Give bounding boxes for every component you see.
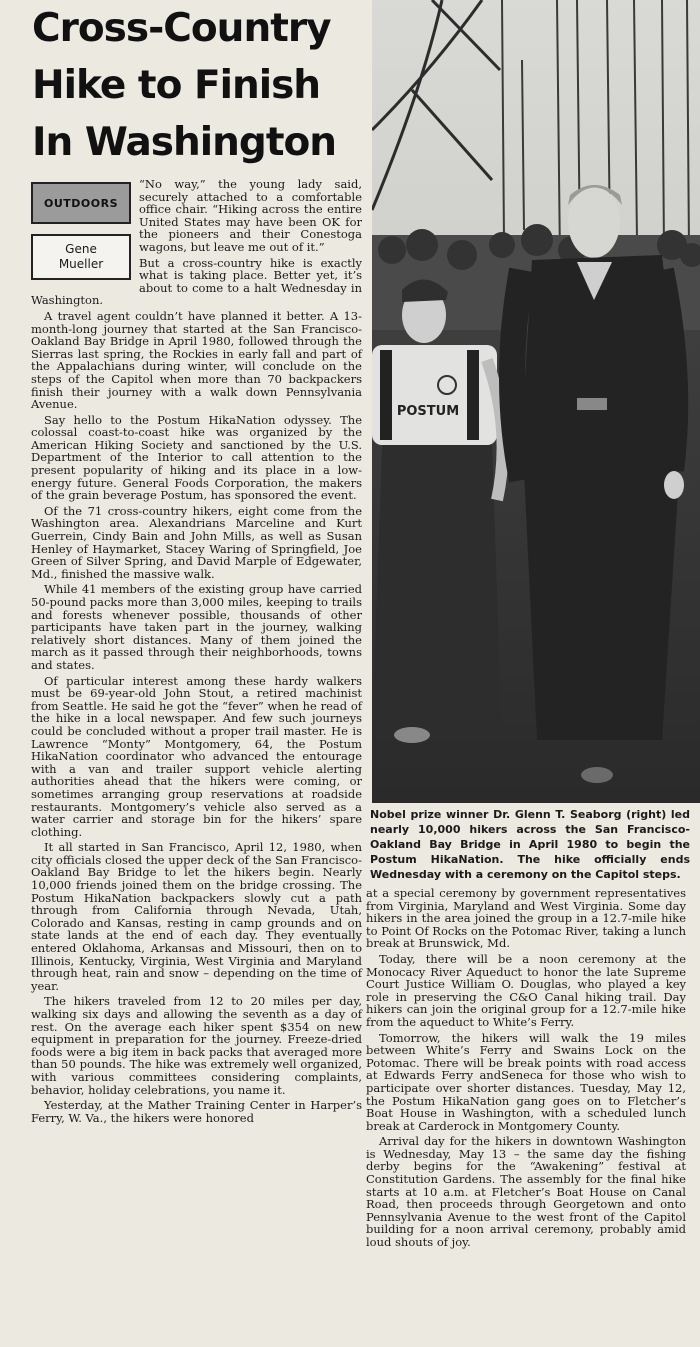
paragraph: Say hello to the Postum HikaNation odyssey. The colossal coast-to-coast hike was organized by the American Hiking Society and sanctioned by the U.S. Department of the Interior to call attention to the present popularity of hiking and its place in a low-energy future. General Foods Corporation, the makers of the grain beverage Postum, has sponsored the event. [31,412,362,503]
paragraph: Today, there will be a noon ceremony at the Monocacy River Aqueduct to honor the late Supreme Court Justice William O. Douglas, who played a key role in preserving the C&O Canal hiking trail. Day hikers can join the original group for a 12.7-mile hike from the aqueduct to White’s Ferry. [366,951,686,1029]
lead-block [31,178,362,307]
headline [32,0,372,171]
headline-line-3: In Washington [32,120,337,165]
outdoors-label: OUTDOORS [31,182,131,224]
paragraph: While 41 members of the existing group have carried 50-pound packs more than 3,000 miles, keeping to trails and forests whenever possible, thousands of other participants have taken part in the journey, walking relatively short distances. Many of them joined the march as it passed through their neighborhoods, towns and states. [31,582,362,672]
byline-box [31,234,131,280]
paragraph: Of the 71 cross-country hikers, eight come from the Washington area. Alexandrians Marceline and Kurt Guerrein, Cindy Bain and John Mills, as well as Susan Henley of Haymarket, Stacey Waring of Springfield, Joe Green of Silver Spring, and David Marple of Edgewater, Md., finished the massive walk. [31,503,362,581]
news-photo [372,0,700,803]
headline-line-1: Cross-Country [32,6,331,51]
paragraph: But a cross-country hike is exactly what is taking place. Better yet, it’s about to come to a halt Wednesday in Washington. [31,255,362,308]
paragraph: Arrival day for the hikers in downtown Washington is Wednesday, May 13 – the same day the fishing derby begins for the “Awakening” festival at Constitution Gardens. The assembly for the final hike starts at 10 a.m. at Fletcher’s Boat House on Canal Road, then proceeds through Georgetown and onto Pennsylvania Avenue to the west front of the Capitol building for a noon arrival ceremony, probably amid loud shouts of joy. [366,1134,686,1250]
paragraph: Of particular interest among these hardy walkers must be 69-year-old John Stout, a retired machinist from Seattle. He said he got the “fever” when he read of the hike in a local newspaper. And few such journeys could be concluded without a proper trail master. He is Lawrence “Monty” Montgomery, 64, the Postum HikaNation coordinator who advanced the entourage with a van and trailer support vehicle alerting authorities ahead that the hikers were coming, or sometimes arranging group reservations at roadside restaurants. Montgomery’s vehicle also served as a water carrier and storage bin for the hikers’ spare clothing. [31,673,362,839]
paragraph: “No way,” the young lady said, securely attached to a comfortable office chair. “Hiking across the entire United States may have been OK for the pioneers and their Conestoga wagons, but leave me out of it.” [139,177,362,254]
column-badges [31,178,131,280]
paragraph: The hikers traveled from 12 to 20 miles per day, walking six days and allowing the seventh as a day of rest. On the average each hiker spent $354 on new equipment in preparation for the journey. Freeze-dried foods were a big item in back packs that averaged more than 50 pounds. The hike was extremely well organized, with various committees considering complaints, behavior, holiday celebrations, you name it. [31,994,362,1097]
paragraph: A travel agent couldn’t have planned it better. A 13-month-long journey that started at the San Francisco-Oakland Bay Bridge in April 1980, followed through the Sierras last spring, the Rockies in early fall and part of the Appalachians during winter, will conclude on the steps of the Capitol when more than 70 backpackers finish their journey with a walk down Pennsylvania Avenue. [31,308,362,412]
paragraph: It all started in San Francisco, April 12, 1980, when city officials closed the upper deck of the San Francisco-Oakland Bay Bridge to let the hikers begin. Nearly 10,000 friends joined them on the bridge crossing. The Postum HikaNation backpackers slowly cut a path through from California through Nevada, Utah, Colorado and Kansas, resting in camp grounds and on state lands at the end of each day. They eventually entered Oklahoma, Arkansas and Missouri, then on to Illinois, Kentucky, Virginia, West Virginia and Maryland through heat, rain and snow – depending on the time of year. [31,840,362,993]
shirt-logo-text: POSTUM [396,404,460,419]
paragraph: Tomorrow, the hikers will walk the 19 miles between White’s Ferry and Swains Lock on the Potomac. There will be break points with road access at Edwards Ferry andSeneca for those who wish to participate over shorter distances. Tuesday, May 12, the Postum HikaNation gang goes on to Fletcher’s Boat House in Washington, with a scheduled lunch break at Carderock in Montgomery County. [366,1030,686,1133]
article-column-2 [366,887,686,1252]
photo-caption: Nobel prize winner Dr. Glenn T. Seaborg (right) led nearly 10,000 hikers across the San Francisco-Oakland Bay Bridge in April 1980 to begin the Postum HikaNation. The hike officially ends Wednesday with a ceremony on the Capitol steps. [370,808,690,881]
byline-last-name: Mueller [58,257,104,271]
article-column-1 [31,178,362,1127]
paragraph: Yesterday, at the Mather Training Center in Harper’s Ferry, W. Va., the hikers were honored [31,1098,362,1125]
headline-line-2: Hike to Finish [32,63,321,108]
hikers-on-bridge-photo [372,0,700,803]
byline-first-name: Gene [65,242,97,256]
paragraph: at a special ceremony by government representatives from Virginia, Maryland and West Virginia. Some day hikers in the area joined the group in a 12.7-mile hike to Point Of Rocks on the Potomac River, taking a lunch break at Brunswick, Md. [366,886,686,951]
